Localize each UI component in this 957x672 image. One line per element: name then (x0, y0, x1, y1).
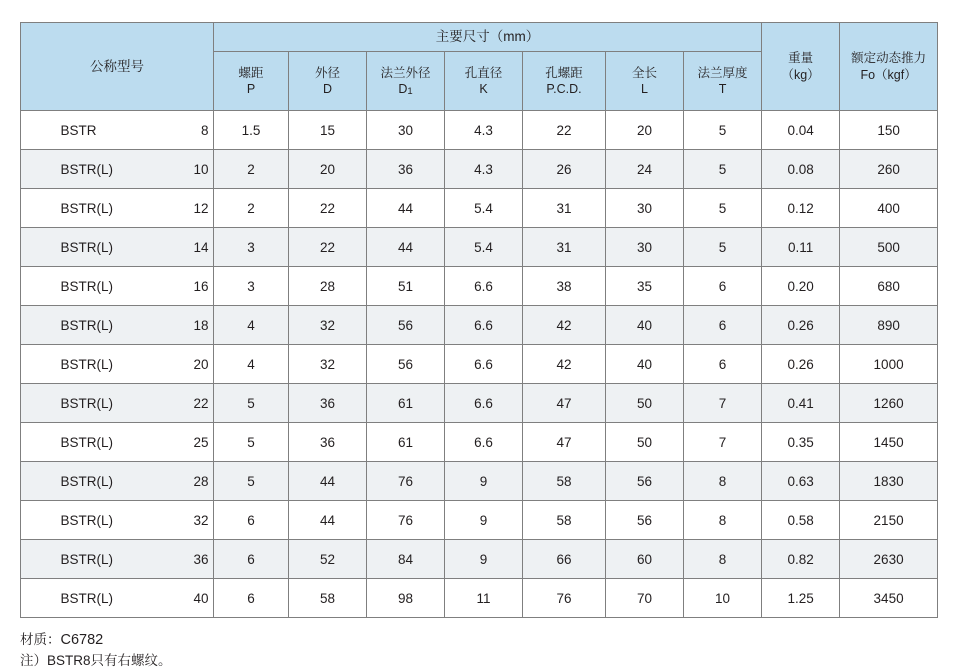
cell-d1: 44 (367, 189, 445, 228)
cell-pcd: 47 (523, 423, 606, 462)
cell-p: 6 (214, 501, 289, 540)
cell-d: 32 (289, 306, 367, 345)
cell-load: 500 (840, 228, 938, 267)
model-size: 14 (193, 239, 209, 255)
cell-t: 8 (684, 540, 762, 579)
model-name: BSTR(L) (60, 161, 114, 177)
cell-p: 3 (214, 228, 289, 267)
model-size: 18 (193, 317, 209, 333)
cell-k: 6.6 (445, 267, 523, 306)
model-name: BSTR(L) (60, 356, 114, 372)
model-name: BSTR (60, 122, 97, 138)
table-row (21, 384, 938, 423)
model-size: 28 (193, 473, 209, 489)
cell-t: 5 (684, 150, 762, 189)
cell-pcd: 31 (523, 189, 606, 228)
column-header-dynamic-load (840, 23, 938, 111)
table-row (21, 150, 938, 189)
cell-weight: 0.11 (762, 228, 840, 267)
cell-p: 3 (214, 267, 289, 306)
cell-p: 5 (214, 384, 289, 423)
column-header-outer-diameter (289, 52, 367, 111)
cell-l: 20 (606, 111, 684, 150)
cell-d: 58 (289, 579, 367, 618)
model-name: BSTR(L) (60, 317, 114, 333)
cell-t: 7 (684, 384, 762, 423)
cell-p: 5 (214, 423, 289, 462)
table-row (21, 267, 938, 306)
cell-load: 1260 (840, 384, 938, 423)
column-header-group-dimensions: 主要尺寸（mm） (214, 23, 762, 52)
cell-weight: 0.35 (762, 423, 840, 462)
cell-pcd: 42 (523, 345, 606, 384)
cell-model (21, 111, 214, 150)
cell-weight: 0.63 (762, 462, 840, 501)
cell-model (21, 540, 214, 579)
table-row (21, 345, 938, 384)
model-name: BSTR(L) (60, 434, 114, 450)
cell-t: 6 (684, 306, 762, 345)
cell-d1: 56 (367, 345, 445, 384)
hole-diameter-symbol: K (479, 82, 488, 96)
model-name: BSTR(L) (60, 239, 114, 255)
cell-l: 30 (606, 189, 684, 228)
model-size: 8 (200, 122, 209, 138)
cell-d1: 61 (367, 384, 445, 423)
model-size: 12 (193, 200, 209, 216)
cell-p: 4 (214, 306, 289, 345)
table-row (21, 306, 938, 345)
cell-k: 4.3 (445, 111, 523, 150)
cell-t: 6 (684, 345, 762, 384)
cell-weight: 0.41 (762, 384, 840, 423)
cell-d: 36 (289, 384, 367, 423)
weight-label-line2: （kg） (781, 67, 820, 82)
cell-l: 56 (606, 462, 684, 501)
model-name: BSTR(L) (60, 551, 114, 567)
cell-model (21, 423, 214, 462)
table-body (21, 111, 938, 618)
cell-t: 5 (684, 111, 762, 150)
cell-p: 5 (214, 462, 289, 501)
cell-t: 7 (684, 423, 762, 462)
cell-d: 15 (289, 111, 367, 150)
cell-t: 6 (684, 267, 762, 306)
column-header-flange-thickness (684, 52, 762, 111)
weight-label-line1: 重量 (788, 51, 814, 66)
cell-p: 2 (214, 189, 289, 228)
column-header-pitch (214, 52, 289, 111)
cell-d: 22 (289, 228, 367, 267)
cell-d: 32 (289, 345, 367, 384)
model-name: BSTR(L) (60, 395, 114, 411)
cell-load: 2630 (840, 540, 938, 579)
cell-l: 40 (606, 345, 684, 384)
cell-d1: 30 (367, 111, 445, 150)
cell-l: 30 (606, 228, 684, 267)
model-size: 16 (193, 278, 209, 294)
cell-load: 3450 (840, 579, 938, 618)
thread-note: 注）BSTR8只有右螺纹。 (20, 653, 172, 669)
cell-l: 60 (606, 540, 684, 579)
model-size: 32 (193, 512, 209, 528)
flange-thickness-symbol: T (718, 82, 727, 96)
cell-model (21, 501, 214, 540)
cell-load: 400 (840, 189, 938, 228)
model-size: 10 (193, 161, 209, 177)
model-name: BSTR(L) (60, 473, 114, 489)
cell-model (21, 150, 214, 189)
cell-model (21, 384, 214, 423)
cell-model (21, 228, 214, 267)
cell-weight: 0.12 (762, 189, 840, 228)
table-row (21, 462, 938, 501)
cell-p: 6 (214, 579, 289, 618)
cell-load: 260 (840, 150, 938, 189)
model-size: 20 (193, 356, 209, 372)
cell-d: 36 (289, 423, 367, 462)
cell-k: 6.6 (445, 423, 523, 462)
table-row (21, 423, 938, 462)
cell-l: 70 (606, 579, 684, 618)
cell-pcd: 31 (523, 228, 606, 267)
cell-k: 9 (445, 462, 523, 501)
cell-load: 1830 (840, 462, 938, 501)
cell-k: 4.3 (445, 150, 523, 189)
cell-k: 5.4 (445, 189, 523, 228)
column-header-hole-pcd (523, 52, 606, 111)
cell-d: 44 (289, 501, 367, 540)
cell-d: 52 (289, 540, 367, 579)
cell-load: 2150 (840, 501, 938, 540)
outer-diameter-symbol: D (322, 82, 333, 96)
model-size: 36 (193, 551, 209, 567)
cell-weight: 0.82 (762, 540, 840, 579)
cell-weight: 0.26 (762, 345, 840, 384)
material-note (20, 629, 937, 651)
cell-k: 11 (445, 579, 523, 618)
cell-load: 1450 (840, 423, 938, 462)
model-name: BSTR(L) (60, 590, 114, 606)
cell-t: 5 (684, 228, 762, 267)
hole-pcd-name: 孔螺距 (545, 65, 583, 80)
cell-model (21, 579, 214, 618)
model-name: BSTR(L) (60, 512, 114, 528)
table-row (21, 501, 938, 540)
cell-d: 28 (289, 267, 367, 306)
total-length-name: 全长 (631, 65, 657, 80)
column-header-flange-outer-diameter (367, 52, 445, 111)
cell-model (21, 267, 214, 306)
table-row (21, 228, 938, 267)
model-size: 25 (193, 434, 209, 450)
material-value: C6782 (60, 632, 104, 648)
cell-pcd: 26 (523, 150, 606, 189)
cell-k: 9 (445, 501, 523, 540)
cell-d1: 36 (367, 150, 445, 189)
cell-t: 5 (684, 189, 762, 228)
cell-l: 50 (606, 384, 684, 423)
table-row (21, 540, 938, 579)
column-header-total-length (606, 52, 684, 111)
load-label-line2: Fo（kgf） (860, 67, 917, 82)
hole-diameter-name: 孔直径 (464, 65, 503, 80)
cell-weight: 0.20 (762, 267, 840, 306)
cell-load: 1000 (840, 345, 938, 384)
cell-d1: 76 (367, 501, 445, 540)
cell-pcd: 38 (523, 267, 606, 306)
cell-d1: 76 (367, 462, 445, 501)
cell-l: 35 (606, 267, 684, 306)
model-name: BSTR(L) (60, 200, 114, 216)
cell-d: 22 (289, 189, 367, 228)
cell-model (21, 189, 214, 228)
material-label: 材质： (20, 632, 61, 647)
table-row (21, 579, 938, 618)
cell-k: 9 (445, 540, 523, 579)
cell-model (21, 306, 214, 345)
cell-load: 150 (840, 111, 938, 150)
column-header-model: 公称型号 (21, 23, 214, 111)
cell-l: 40 (606, 306, 684, 345)
cell-pcd: 47 (523, 384, 606, 423)
model-name: BSTR(L) (60, 278, 114, 294)
cell-d1: 51 (367, 267, 445, 306)
cell-pcd: 76 (523, 579, 606, 618)
cell-t: 8 (684, 501, 762, 540)
cell-p: 4 (214, 345, 289, 384)
cell-d1: 98 (367, 579, 445, 618)
flange-thickness-name: 法兰厚度 (697, 65, 748, 80)
outer-diameter-name: 外径 (314, 65, 340, 80)
cell-t: 10 (684, 579, 762, 618)
cell-k: 6.6 (445, 345, 523, 384)
table-header-row-1 (21, 23, 938, 52)
cell-pcd: 58 (523, 462, 606, 501)
cell-p: 1.5 (214, 111, 289, 150)
cell-pcd: 58 (523, 501, 606, 540)
model-size: 22 (193, 395, 209, 411)
notes-block (20, 629, 937, 672)
cell-weight: 0.58 (762, 501, 840, 540)
cell-k: 6.6 (445, 384, 523, 423)
cell-d1: 44 (367, 228, 445, 267)
cell-weight: 0.04 (762, 111, 840, 150)
total-length-symbol: L (641, 82, 648, 96)
pitch-symbol: P (246, 82, 256, 96)
cell-l: 24 (606, 150, 684, 189)
load-label-line1: 额定动态推力 (851, 51, 927, 66)
cell-load: 890 (840, 306, 938, 345)
cell-l: 50 (606, 423, 684, 462)
cell-k: 5.4 (445, 228, 523, 267)
cell-p: 2 (214, 150, 289, 189)
model-size: 40 (193, 590, 209, 606)
cell-load: 680 (840, 267, 938, 306)
cell-p: 6 (214, 540, 289, 579)
column-header-hole-diameter (445, 52, 523, 111)
flange-outer-diameter-symbol: D1 (398, 81, 413, 97)
cell-model (21, 345, 214, 384)
cell-d: 20 (289, 150, 367, 189)
table-header (21, 23, 938, 111)
cell-weight: 1.25 (762, 579, 840, 618)
cell-t: 8 (684, 462, 762, 501)
table-row (21, 189, 938, 228)
cell-model (21, 462, 214, 501)
cell-d1: 61 (367, 423, 445, 462)
specification-table (20, 22, 938, 618)
column-header-weight (762, 23, 840, 111)
hole-pcd-symbol: P.C.D. (546, 82, 582, 96)
cell-k: 6.6 (445, 306, 523, 345)
pitch-name: 螺距 (238, 65, 264, 80)
cell-d: 44 (289, 462, 367, 501)
cell-pcd: 42 (523, 306, 606, 345)
flange-outer-diameter-name: 法兰外径 (380, 65, 431, 80)
cell-l: 56 (606, 501, 684, 540)
cell-pcd: 22 (523, 111, 606, 150)
cell-weight: 0.26 (762, 306, 840, 345)
cell-d1: 84 (367, 540, 445, 579)
cell-pcd: 66 (523, 540, 606, 579)
cell-d1: 56 (367, 306, 445, 345)
table-row (21, 111, 938, 150)
cell-weight: 0.08 (762, 150, 840, 189)
